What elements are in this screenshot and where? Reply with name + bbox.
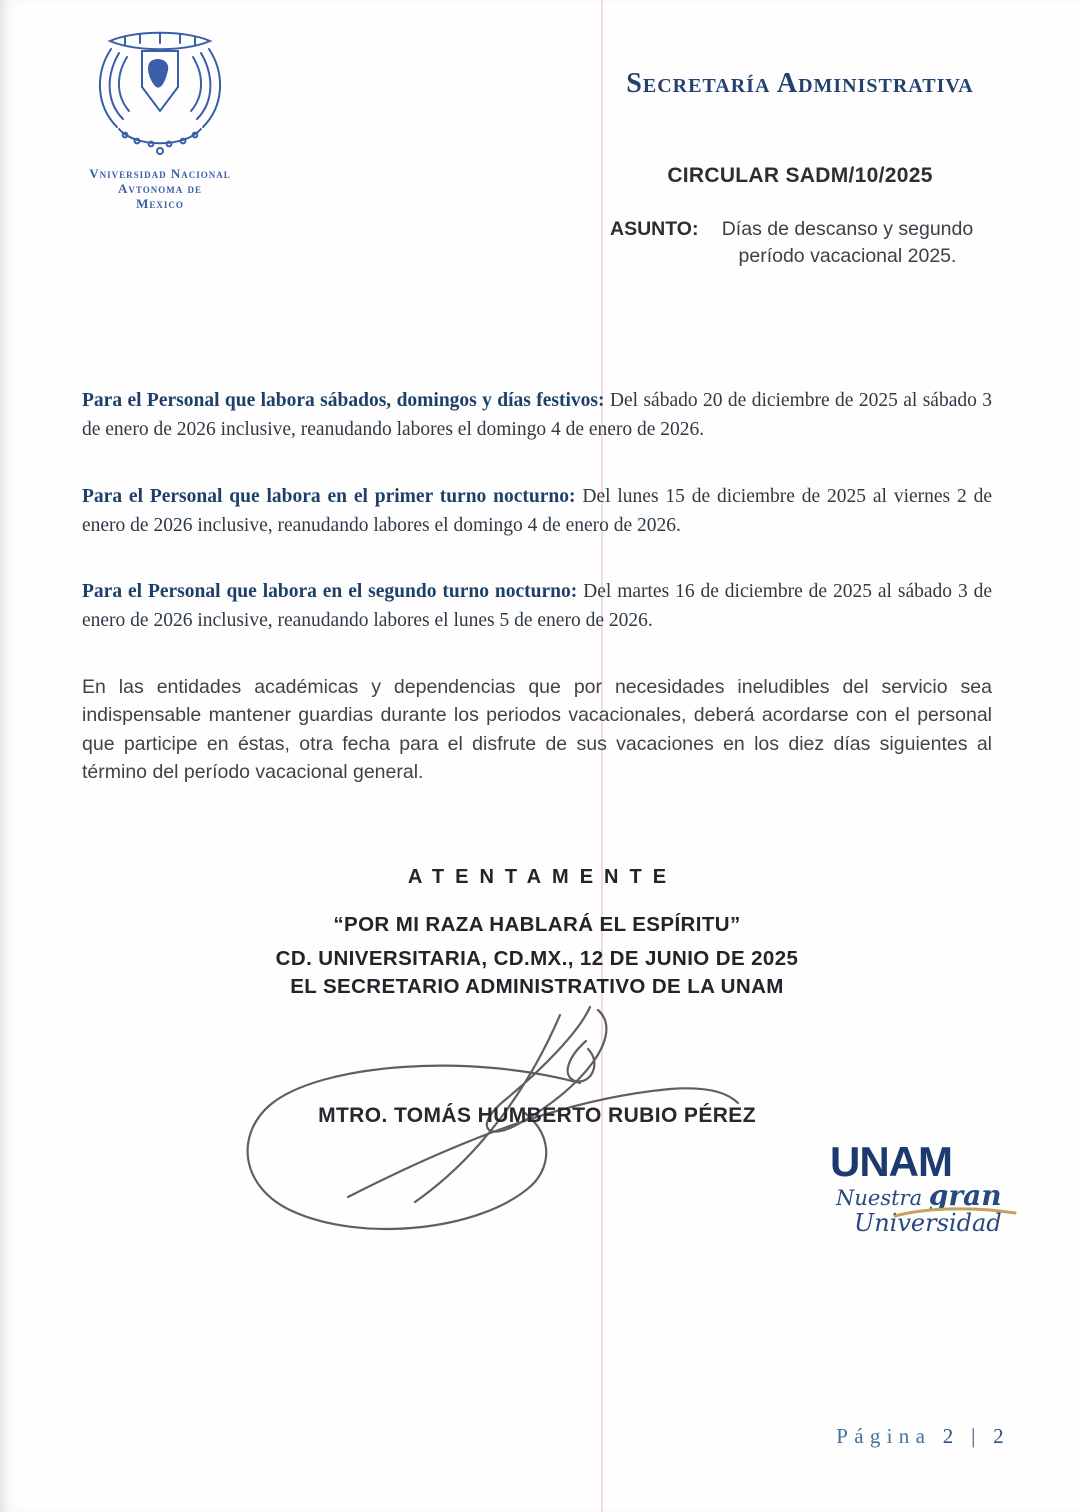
page-number — [770, 1424, 1010, 1449]
subject-text: Días de descanso y segundo período vacacional 2025. — [721, 218, 974, 267]
signer-title: EL SECRETARIO ADMINISTRATIVO DE LA UNAM — [290, 975, 784, 998]
signer-name: MTRO. TOMÁS HUMBERTO RUBIO PÉREZ — [318, 1104, 756, 1127]
paragraph-second-night-shift-text: Del martes 16 de diciembre de 2025 al sábado 3 de enero de 2026 inclusive, reanudando labores el lunes 5 de enero de 2026. — [82, 580, 993, 631]
paragraph-second-night-shift — [82, 577, 992, 635]
tagline-word-nuestra: Nuestra — [836, 1186, 923, 1210]
secretariat-title: Secretaría Administrativa — [626, 68, 974, 99]
tagline-word-gran: gran — [928, 1179, 1002, 1212]
page-number-label: Página — [836, 1424, 932, 1448]
page-number-value: 2 | 2 — [942, 1424, 1010, 1448]
subject-label: ASUNTO: — [610, 218, 699, 240]
motto: “POR MI RAZA HABLARÁ EL ESPÍRITU” — [333, 913, 741, 936]
paragraph-first-night-shift-lead: Para el Personal que labora en el primer turno nocturno: — [82, 485, 576, 507]
crest-caption-line3: Mexico — [136, 196, 184, 211]
salutation: ATENTAMENTE — [407, 866, 678, 888]
paragraph-weekend-staff — [82, 386, 992, 444]
place-date: CD. UNIVERSITARIA, CD.MX., 12 DE JUNIO DE 2025 — [275, 947, 799, 970]
paragraph-second-night-shift-lead: Para el Personal que labora en el segundo turno nocturno: — [82, 580, 578, 602]
subject-block — [610, 216, 995, 270]
paragraph-weekend-staff-lead: Para el Personal que labora sábados, domingos y días festivos: — [82, 389, 605, 411]
unam-crest-icon — [85, 24, 235, 166]
paragraph-first-night-shift — [82, 482, 992, 540]
paragraph-first-night-shift-text: Del lunes 15 de diciembre de 2025 al viernes 2 de enero de 2026 inclusive, reanudando labores el domingo 4 de enero de 2026. — [82, 485, 992, 536]
gold-swoosh-icon — [893, 1204, 1018, 1222]
unam-tagline-line2: Universidad — [854, 1209, 1002, 1237]
paragraph-guard-duty-notice: En las entidades académicas y dependencias que por necesidades ineludibles del servicio sea indispensable mantener guardias durante los periodos vacacionales, deberá acordarse con el personal que participe en éstas, otra fecha para el disfrute de sus vacaciones en los diez días siguientes al término del período vacacional general. — [82, 675, 992, 783]
paragraph-weekend-staff-text: Del sábado 20 de diciembre de 2025 al sábado 3 de enero de 2026 inclusive, reanudando labores el domingo 4 de enero de 2026. — [82, 389, 992, 440]
circular-number: CIRCULAR SADM/10/2025 — [667, 164, 933, 187]
crest-caption — [55, 166, 265, 211]
crest-caption-line1: Vniversidad Nacional — [89, 166, 231, 181]
unam-wordmark: UNAM — [830, 1138, 952, 1185]
crest-caption-line2: Avtonoma de — [118, 181, 202, 196]
